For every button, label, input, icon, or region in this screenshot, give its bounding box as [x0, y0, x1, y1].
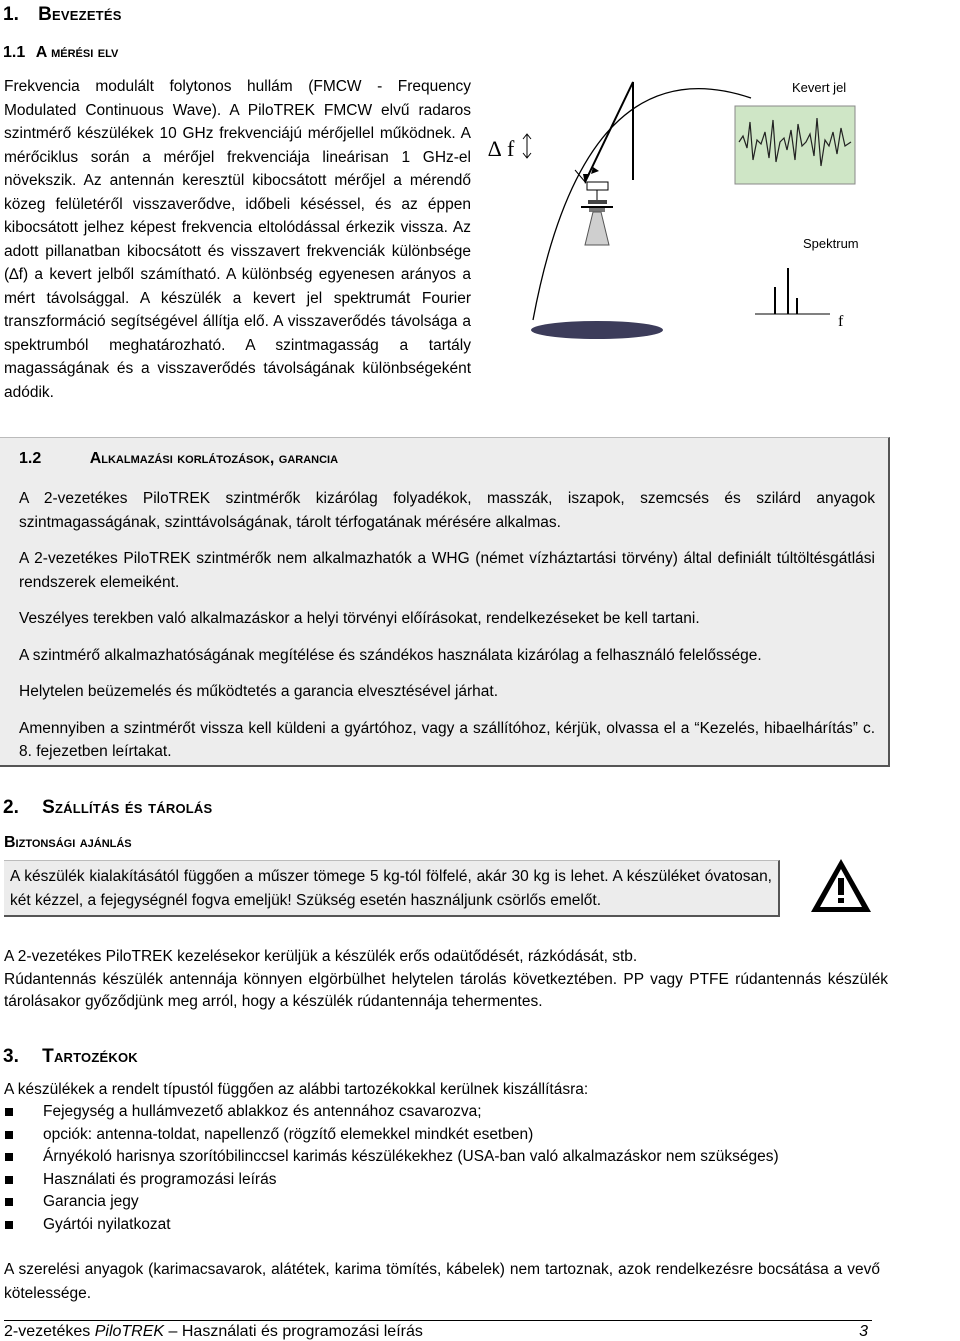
frequency-axis-label: f: [838, 313, 844, 330]
horn-antenna: [585, 212, 609, 245]
warning-triangle-icon: [808, 856, 874, 916]
bullet-icon: [5, 1131, 13, 1139]
limits-paragraph-6: Amennyiben a szintmérőt vissza kell küldeni a gyártóhoz, vagy a szállítóhoz, kérjük, olvassa el a “Kezelés, hibaelhárítás” c. 8. fejezetben leírtakat.: [19, 719, 875, 760]
accessories-closing: A szerelési anyagok (karimacsavarok, alátétek, karima tömítés, kábelek) nem tartoznak, azok rendelkezésre bocsátása a vevő kötelessége.: [4, 1261, 880, 1302]
storage-note-1: A 2-vezetékes PiloTREK kezelésekor kerüljük a készülék erős odaütődését, rázkódását, stb.: [4, 948, 638, 965]
section-2-heading: [3, 797, 212, 819]
section-1-2-title: Alkalmazási korlátozások, garancia: [89, 450, 339, 467]
accessories-list: [0, 1101, 880, 1236]
section-1-2-heading: [19, 450, 338, 468]
bullet-icon: [5, 1221, 13, 1229]
bullet-icon: [5, 1108, 13, 1116]
section-1-2-number: 1.2: [19, 450, 42, 467]
page-footer: [4, 1320, 872, 1341]
application-limits-box: [0, 437, 890, 767]
list-item: Fejegység a hullámvezető ablakkoz és antennához csavarozva;: [0, 1101, 880, 1124]
page-number: 3: [859, 1323, 868, 1340]
section-1-number: 1.: [3, 4, 19, 25]
limits-paragraph-2: A 2-vezetékes PiloTREK szintmérők nem alkalmazhatók a WHG (német vízháztartási törvény) által definiált túltöltésgátlási rendszerek elemeiként.: [19, 550, 875, 591]
section-3-heading: [3, 1046, 138, 1068]
measurement-principle-text: Frekvencia modulált folytonos hullám (FMCW - Frequency Modulated Continuous Wave). A PiloTREK FMCW elvű radaros szintmérő készülékek 10 GHz frekvenciájú mérőjellel működnek. A mérőciklus során a mérőjel frekvenciája lineárisan 1 GHz-el növekszik. Az antennán keresztül kibocsátott mérőjel a mérendő közeg felületéről visszaverődve, időbeli késéssel, és az éppen kibocsátott jelhez képest frekvencia eltolódással érkezik vissza. Az adott pillanatban kibocsátott és visszavert frekvenciák különbsége (∆f) a kevert jelből számítható. A különbség egyenesen arányos a mért távolsággal. A készülék a kevert jel spektrumát Fourier transzformáció segítségével állítja elő. A visszaverődés távolsága a spektrumból meghatározható. A szintmagasság a tartály magasságának és a visszaverődés távolságának különbségeként adódik.: [4, 78, 471, 401]
section-3-title: Tartozékok: [42, 1046, 138, 1067]
list-item: Gyártói nyilatkozat: [0, 1214, 880, 1237]
bullet-icon: [5, 1176, 13, 1184]
limits-paragraph-1: A 2-vezetékes PiloTREK szintmérők kizárólag folyadékok, masszák, iszapok, szemcsés és szilárd anyagok szintmagasságának, szinttávolságának, tárolt térfogatának mérésére alkalmas.: [19, 490, 875, 531]
delta-f-label: ∆ f: [488, 136, 515, 161]
accessories-intro: A készülékek a rendelt típustól függően az alábbi tartozékokkal kerülnek kiszállításra:: [4, 1081, 589, 1098]
section-2-number: 2.: [3, 797, 19, 818]
application-limits-text: [19, 487, 875, 777]
fmcw-diagram: [485, 62, 885, 362]
footer-brand: PiloTREK: [94, 1323, 165, 1340]
section-3-number: 3.: [3, 1046, 19, 1067]
storage-notes: [4, 946, 888, 1014]
measurement-principle-paragraph: [4, 75, 471, 404]
section-1-1-number: 1.1: [3, 44, 26, 61]
list-item: Használati és programozási leírás: [0, 1169, 880, 1192]
section-1-1-heading: [3, 44, 118, 62]
footer-title: – Használati és programozási leírás: [168, 1323, 423, 1340]
list-item: opciók: antenna-toldat, napellenző (rögzítő elemekkel mindkét esetben): [0, 1124, 880, 1147]
limits-paragraph-3: Veszélyes terekben való alkalmazáskor a helyi törvényi előírásokat, rendelkezéseket be kell tartani.: [19, 610, 700, 627]
footer-doc: 2-vezetékes: [4, 1323, 91, 1340]
bullet-icon: [5, 1153, 13, 1161]
list-item: Árnyékoló harisnya szorítóbilinccsel karimás készülékekhez (USA-ban való alkalmazáskor nem szükséges): [0, 1146, 880, 1169]
section-1-title: Bevezetés: [38, 4, 122, 25]
safety-warning-text: A készülék kialakításától függően a műszer tömege 5 kg-tól fölfelé, akár 30 kg is lehet. A készüléket óvatosan, két kézzel, a fejegységnél fogva emeljük! Szükség esetén használjunk csörlős emelőt.: [10, 868, 772, 909]
mixed-signal-panel: [735, 106, 855, 184]
safety-warning-box: [4, 860, 780, 917]
list-item: Garancia jegy: [0, 1191, 880, 1214]
bullet-icon: [5, 1198, 13, 1206]
antenna-head: [587, 182, 608, 190]
storage-note-2: Rúdantennás készülék antennája könnyen elgörbülhet helytelen tárolás következtében. PP vagy PTFE rúdantennás készülék tárolásakor győződjünk meg arról, hogy a készülék rúdantennája tehermentes.: [4, 970, 888, 1010]
signal-arc: [533, 89, 751, 320]
safety-subtitle: Biztonsági ajánlás: [4, 834, 132, 851]
mixed-signal-label: Kevert jel: [792, 80, 847, 95]
section-1-heading: [3, 4, 122, 26]
section-2-title: Szállítás és tárolás: [42, 797, 213, 818]
liquid-surface: [531, 321, 663, 339]
section-1-1-title: A mérési elv: [35, 44, 119, 61]
frequency-ramp: [585, 82, 633, 182]
spectrum-label: Spektrum: [803, 236, 859, 251]
limits-paragraph-5: Helytelen beüzemelés és működtetés a garancia elvesztésével járhat.: [19, 683, 499, 700]
limits-paragraph-4: A szintmérő alkalmazhatóságának megítélése és szándékos használata kizárólag a felhasználó felelőssége.: [19, 646, 762, 664]
